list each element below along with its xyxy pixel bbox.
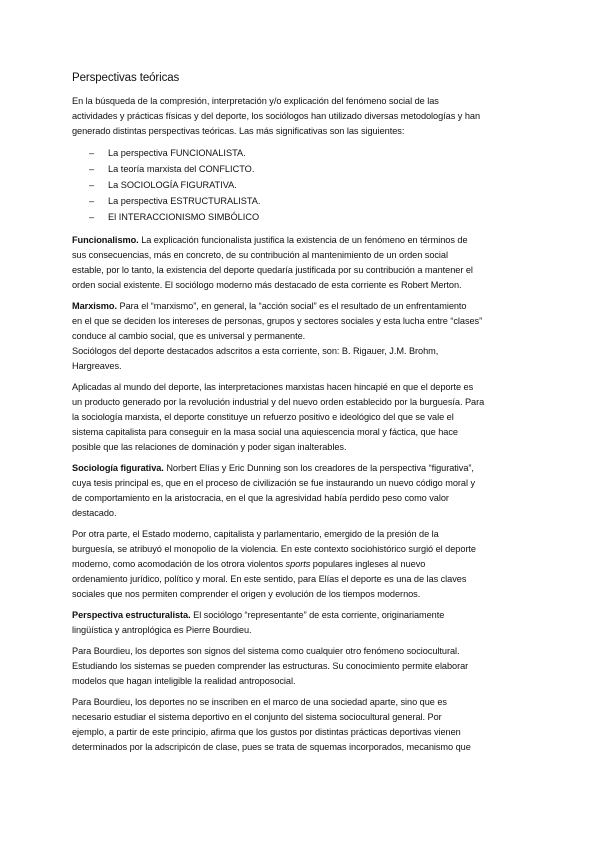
paragraph-line: posible que las relaciones de dominación y poder sigan inalterables. <box>72 442 347 452</box>
paragraph-line: sociales que nos permiten comprender el origen y evolución de los tiempos modernos. <box>72 589 421 599</box>
paragraph-text: Para el “marxismo”, en general, la “acción social” es el resultado de un enfrentamiento <box>117 301 467 311</box>
paragraph-line: cuya tesis principal es, que en el proceso de civilización se fue instaurando un nuevo código moral y <box>72 478 476 488</box>
perspectives-list <box>72 145 528 225</box>
paragraph-line <box>72 557 528 572</box>
paragraph-line: Aplicadas al mundo del deporte, las interpretaciones marxistas hacen hincapié en que el deporte es <box>72 382 474 392</box>
paragraph-line: Para Bourdieu, los deportes son signos del sistema como cualquier otro fenómeno sociocultural. <box>72 646 460 656</box>
paragraph-text: La explicación funcionalista justifica la existencia de un fenómeno en términos de <box>138 235 468 245</box>
paragraph-text: moderno, como acomodación de los otrora violentos <box>72 559 286 569</box>
section-heading: Perspectivas teóricas <box>72 72 180 84</box>
paragraph-first-line <box>72 608 528 623</box>
italic-term: sports <box>285 559 311 569</box>
intro-line: generado distintas perspectivas teóricas. Las más significativas son las siguientes: <box>72 126 405 136</box>
paragraph-first-line <box>72 461 528 476</box>
document-page <box>72 72 528 761</box>
marxismo-heading: Marxismo. <box>72 301 117 311</box>
paragraph-text: Norbert Elías y Eric Dunning son los creadores de la perspectiva “figurativa”, <box>163 463 474 473</box>
funcionalismo-paragraph <box>72 233 528 293</box>
figurativa-paragraph <box>72 461 528 521</box>
funcionalismo-heading: Funcionalismo. <box>72 235 139 245</box>
estado-paragraph <box>72 527 528 602</box>
bourdieu-paragraph-1 <box>72 644 528 689</box>
paragraph-line: de comportamiento en la aristocracia, en el que la agresividad había perdido peso como valor <box>72 493 449 503</box>
intro-line: En la búsqueda de la compresión, interpretación y/o explicación del fenómeno social de las <box>72 96 439 106</box>
paragraph-line: Para Bourdieu, los deportes no se inscriben en el marco de una sociedad aparte, sino que es <box>72 697 447 707</box>
list-item: – La perspectiva FUNCIONALISTA. <box>72 145 528 161</box>
paragraph-line: necesario estudiar el sistema deportivo en el conjunto del sistema sociocultural general. Por <box>72 712 442 722</box>
paragraph-line: Sociólogos del deporte destacados adscritos a esta corriente, son: B. Rigauer, J.M. Brohm, <box>72 346 439 356</box>
list-item: – La perspectiva ESTRUCTURALISTA. <box>72 193 528 209</box>
paragraph-line: destacado. <box>72 508 117 518</box>
estructuralista-paragraph <box>72 608 528 638</box>
marxismo-paragraph <box>72 299 528 374</box>
paragraph-text: populares ingleses al nuevo <box>310 559 426 569</box>
paragraph-line: conduce al cambio social, que es universal y permanente. <box>72 331 306 341</box>
list-item: – La teoría marxista del CONFLICTO. <box>72 161 528 177</box>
bourdieu-paragraph-2 <box>72 695 528 755</box>
paragraph-line: burguesía, se atribuyó el monopolio de la violencia. En este contexto sociohistórico surgió el deporte <box>72 544 476 554</box>
intro-paragraph <box>72 94 528 139</box>
paragraph-line: sistema capitalista para conseguir en la masa social una aquiescencia moral y fáctica, que hace <box>72 427 458 437</box>
estructuralista-heading: Perspectiva estructuralista. <box>72 610 191 620</box>
list-item: – La SOCIOLOGÍA FIGURATIVA. <box>72 177 528 193</box>
paragraph-line: ordenamiento jurídico, político y moral. En este sentido, para Elías el deporte es una de las claves <box>72 574 467 584</box>
paragraph-line: en el que se deciden los intereses de personas, grupos y sectores sociales y esta lucha entre “clases” <box>72 316 483 326</box>
paragraph-line: la sociología marxista, el deporte constituye un refuerzo positivo e ideológico del que se vale el <box>72 412 454 422</box>
paragraph-line: orden social existente. El sociólogo moderno más destacado de esta corriente es Robert Merton. <box>72 280 462 290</box>
paragraph-text: El sociólogo “representante” de esta corriente, originariamente <box>190 610 445 620</box>
list-item: – El INTERACCIONISMO SIMBÓLICO <box>72 209 528 225</box>
paragraph-line: estable, por lo tanto, la existencia del deporte quedaría justificada por su contribución a mantener el <box>72 265 473 275</box>
paragraph-line: lingüística y antroplógica es Pierre Bourdieu. <box>72 625 252 635</box>
paragraph-first-line <box>72 299 528 314</box>
paragraph-line: modelos que hagan inteligible la realidad antroposocial. <box>72 676 296 686</box>
paragraph-line: sus consecuencias, más en concreto, de su contribución al mantenimiento de un orden social <box>72 250 448 260</box>
paragraph-line: Por otra parte, el Estado moderno, capitalista y parlamentario, emergido de la presión de la <box>72 529 439 539</box>
intro-line: actividades y prácticas físicas y del deporte, los sociólogos han utilizado diversas metodologías y han <box>72 111 481 121</box>
paragraph-line: determinados por la adscripicón de clase, pues se trata de squemas incorporados, mecanismo que <box>72 742 471 752</box>
marxismo-aplicado-paragraph <box>72 380 528 455</box>
paragraph-line: ejemplo, a partir de este principio, afirma que los gustos por distintas prácticas deportivas vienen <box>72 727 461 737</box>
paragraph-line: un producto generado por la revolución industrial y del nuevo orden establecido por la burguesía. Para <box>72 397 485 407</box>
paragraph-line: Estudiando los sistemas se pueden comprender las estructuras. Su conocimiento permite elaborar <box>72 661 469 671</box>
paragraph-first-line <box>72 233 528 248</box>
figurativa-heading: Sociología figurativa. <box>72 463 164 473</box>
paragraph-line: Hargreaves. <box>72 361 122 371</box>
